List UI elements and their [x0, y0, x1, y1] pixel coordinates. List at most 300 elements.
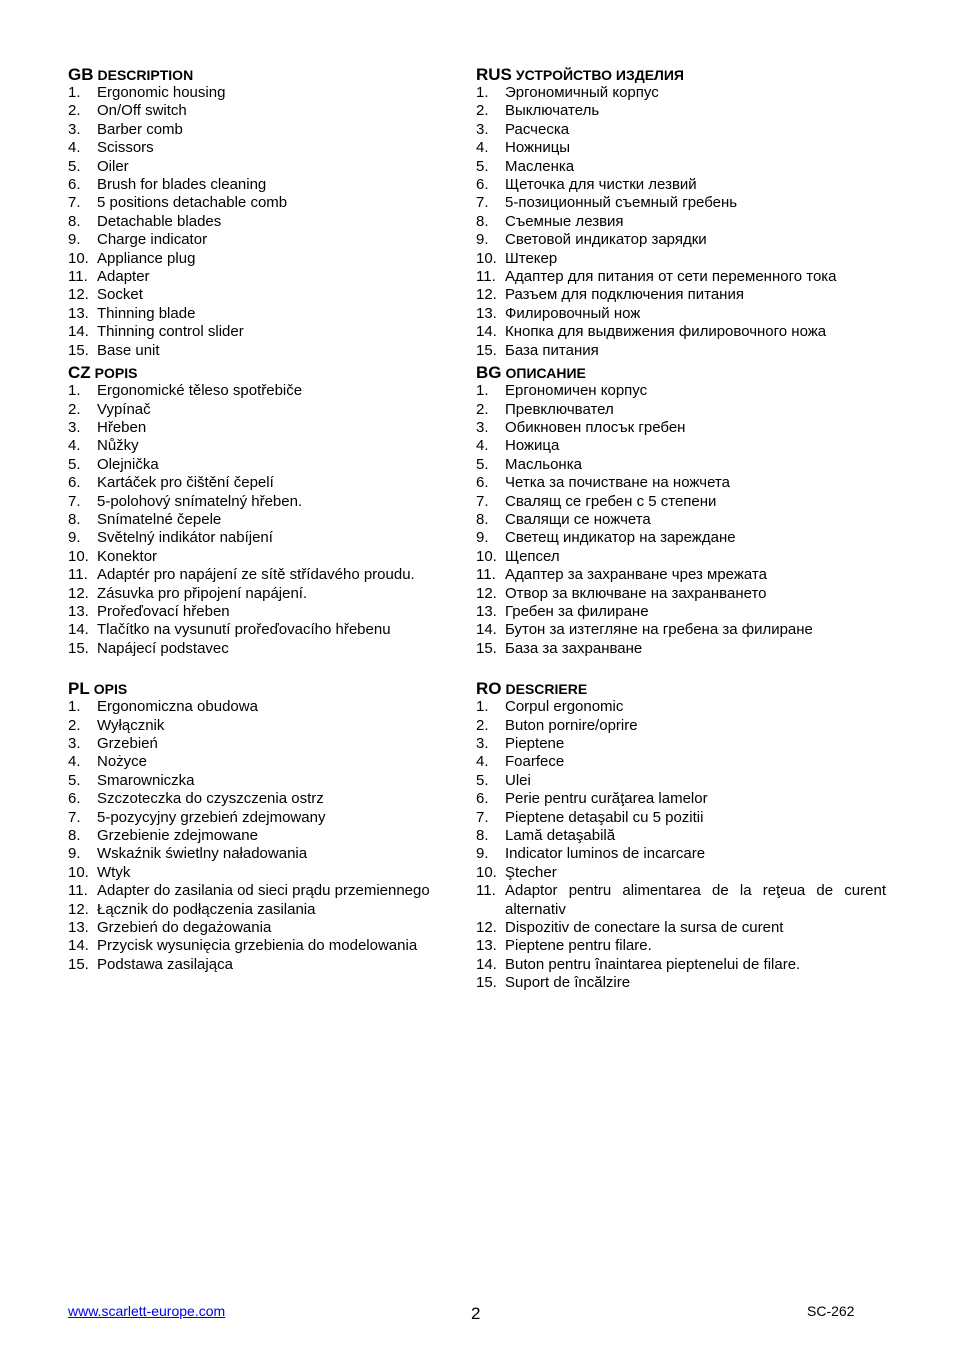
item-text: Indicator luminos de incarcare: [505, 845, 706, 863]
item-text: Detachable blades: [97, 212, 222, 230]
section-heading: [68, 360, 478, 382]
section-title: DESCRIERE: [505, 681, 588, 698]
item-number: 4.: [476, 753, 489, 771]
list-item: [476, 717, 886, 735]
list-item: [68, 268, 478, 286]
list-item: [68, 937, 478, 955]
list-item: [476, 809, 886, 827]
item-number: 5.: [68, 455, 81, 473]
list-item: [68, 84, 478, 102]
item-text: Ergonomiczna obudowa: [97, 698, 258, 716]
item-number: 11.: [476, 882, 496, 900]
item-number: 14.: [476, 621, 497, 639]
item-text: Светещ индикатор на зареждане: [505, 529, 736, 547]
item-text: Dispozitiv de conectare la sursa de curent: [505, 919, 784, 937]
parts-list: [476, 382, 886, 658]
list-item: [476, 213, 886, 231]
item-text: Foarfece: [505, 753, 565, 771]
item-text: Ножица: [505, 437, 560, 455]
item-text: Филировочный нож: [505, 304, 641, 322]
item-text: Кнопка для выдвижения филировочного ножа: [505, 323, 827, 341]
item-number: 1.: [476, 698, 489, 716]
list-item: [476, 956, 886, 974]
item-text: Suport de încălzire: [505, 974, 631, 992]
list-item: [476, 121, 886, 139]
item-text: Pieptene pentru filare.: [505, 937, 652, 955]
list-item: [68, 176, 478, 194]
parts-list: [68, 84, 478, 360]
list-item: [68, 585, 478, 603]
item-text: Масльонка: [505, 455, 582, 473]
item-text: Adapter do zasilania od sieci prądu przemiennego: [97, 882, 430, 900]
item-text: Ергономичен корпус: [505, 382, 648, 400]
item-text: Snímatelné čepele: [97, 510, 222, 528]
item-number: 6.: [476, 176, 489, 194]
list-item: [68, 772, 478, 790]
item-text: Adaptor pentru alimentarea de la reţeua de curent alternativ: [505, 882, 886, 918]
item-text: Kartáček pro čištění čepelí: [97, 474, 274, 492]
item-text: Tlačítko na vysunutí prořeďovacího hřebenu: [97, 621, 391, 639]
list-item: [68, 511, 478, 529]
list-item: [68, 250, 478, 268]
item-text: Ergonomické těleso spotřebiče: [97, 382, 303, 400]
list-item: [476, 231, 886, 249]
item-number: 3.: [476, 418, 489, 436]
list-item: [476, 603, 886, 621]
item-number: 5.: [476, 771, 489, 789]
item-number: 15.: [68, 341, 89, 359]
section-spacer: [476, 658, 886, 676]
item-number: 12.: [68, 584, 89, 602]
item-number: 11.: [68, 882, 88, 900]
section-ro: [476, 676, 886, 993]
item-number: 12.: [476, 919, 497, 937]
list-item: [476, 305, 886, 323]
section-heading: [68, 676, 478, 698]
item-text: Buton pornire/oprire: [505, 716, 638, 734]
language-code: CZ: [68, 363, 91, 383]
item-number: 11.: [68, 566, 88, 584]
item-number: 10.: [68, 863, 89, 881]
parts-list: [68, 382, 478, 658]
list-item: [68, 640, 478, 658]
list-item: [68, 529, 478, 547]
item-text: Podstawa zasilająca: [97, 955, 233, 973]
list-item: [476, 566, 886, 584]
item-number: 12.: [476, 584, 497, 602]
item-number: 6.: [68, 474, 81, 492]
item-number: 1.: [476, 84, 489, 101]
item-text: База питания: [505, 341, 599, 359]
item-number: 15.: [476, 639, 497, 657]
section-bg: [476, 360, 886, 658]
list-item: [476, 474, 886, 492]
item-text: Oiler: [97, 157, 129, 175]
item-number: 8.: [68, 827, 81, 845]
language-code: BG: [476, 363, 502, 383]
item-text: Адаптер для питания от сети переменного тока: [505, 268, 837, 286]
list-item: [68, 213, 478, 231]
item-text: Grzebień: [97, 735, 158, 752]
item-text: Przycisk wysunięcia grzebienia do modelowania: [97, 937, 418, 955]
item-text: Vypínač: [97, 400, 151, 418]
item-text: Эргономичный корпус: [505, 84, 659, 101]
item-number: 1.: [68, 382, 81, 400]
item-number: 13.: [68, 602, 89, 620]
list-item: [68, 956, 478, 974]
item-text: Ножницы: [505, 139, 571, 157]
list-item: [68, 493, 478, 511]
list-item: [476, 323, 886, 341]
item-text: Щеточка для чистки лезвий: [505, 176, 697, 194]
list-item: [476, 139, 886, 157]
item-text: База за захранване: [505, 639, 643, 657]
list-item: [68, 194, 478, 212]
item-text: Wyłącznik: [97, 716, 165, 734]
item-text: Гребен за филиране: [505, 602, 649, 620]
parts-list: [476, 84, 886, 360]
item-number: 8.: [68, 510, 81, 528]
section-title: DESCRIPTION: [97, 67, 194, 83]
list-item: [68, 621, 478, 639]
item-number: 10.: [476, 249, 497, 267]
item-number: 10.: [68, 249, 89, 267]
item-number: 9.: [476, 845, 489, 863]
item-number: 3.: [476, 735, 489, 752]
list-item: [68, 121, 478, 139]
list-item: [68, 698, 478, 716]
list-item: [68, 342, 478, 360]
list-item: [476, 176, 886, 194]
list-item: [476, 511, 886, 529]
item-number: 4.: [476, 139, 489, 157]
section-heading: [68, 62, 478, 84]
item-number: 7.: [476, 194, 489, 212]
item-number: 9.: [68, 231, 81, 249]
list-item: [476, 102, 886, 120]
list-item: [68, 790, 478, 808]
parts-list: [476, 698, 886, 993]
item-text: Nożyce: [97, 753, 148, 771]
list-item: [68, 566, 478, 584]
item-number: 8.: [476, 212, 489, 230]
item-text: Hřeben: [97, 418, 147, 436]
list-item: [476, 342, 886, 360]
list-item: [476, 158, 886, 176]
item-text: Charge indicator: [97, 231, 208, 249]
item-number: 7.: [68, 808, 81, 826]
item-number: 12.: [476, 286, 497, 304]
language-code: GB: [68, 65, 94, 84]
item-text: Socket: [97, 286, 143, 304]
item-text: Grzebień do degażowania: [97, 919, 272, 937]
item-text: 5-позиционный съемный гребень: [505, 194, 738, 212]
list-item: [68, 735, 478, 753]
item-number: 13.: [476, 937, 497, 955]
list-item: [476, 640, 886, 658]
section-heading: [476, 360, 886, 382]
item-number: 15.: [68, 639, 89, 657]
item-text: Wtyk: [97, 863, 131, 881]
section-spacer: [68, 658, 478, 676]
list-item: [68, 864, 478, 882]
item-text: Съемные лезвия: [505, 212, 624, 230]
item-number: 2.: [68, 400, 81, 418]
list-item: [68, 809, 478, 827]
item-text: Thinning blade: [97, 304, 196, 322]
item-text: Corpul ergonomic: [505, 698, 624, 716]
item-text: Grzebienie zdejmowane: [97, 827, 258, 845]
item-number: 5.: [476, 455, 489, 473]
item-text: Бутон за изтегляне на гребена за филиране: [505, 621, 813, 639]
item-number: 14.: [476, 323, 497, 341]
language-code: PL: [68, 679, 90, 699]
item-text: Scissors: [97, 139, 154, 157]
item-text: Barber comb: [97, 120, 183, 138]
item-number: 12.: [68, 286, 89, 304]
item-text: Adapter: [97, 268, 150, 286]
item-text: Base unit: [97, 341, 160, 359]
list-item: [476, 882, 886, 919]
section-gb: [68, 62, 478, 360]
list-item: [476, 735, 886, 753]
item-number: 13.: [476, 304, 497, 322]
item-text: Zásuvka pro připojení napájení.: [97, 584, 308, 602]
list-item: [476, 698, 886, 716]
item-number: 15.: [476, 341, 497, 359]
item-number: 14.: [476, 955, 497, 973]
list-item: [68, 845, 478, 863]
item-text: Konektor: [97, 547, 158, 565]
section-title: POPIS: [94, 365, 138, 382]
item-text: Четка за почистване на ножчета: [505, 474, 730, 492]
list-item: [476, 827, 886, 845]
item-number: 2.: [68, 716, 81, 734]
item-text: Расческа: [505, 120, 570, 138]
list-item: [476, 790, 886, 808]
item-number: 2.: [476, 102, 489, 120]
list-item: [476, 919, 886, 937]
item-text: Ergonomic housing: [97, 84, 226, 101]
item-text: Адаптер за захранване чрез мрежата: [505, 566, 767, 584]
item-number: 9.: [476, 231, 489, 249]
item-text: 5 positions detachable comb: [97, 194, 288, 212]
section-title: УСТРОЙСТВО ИЗДЕЛИЯ: [515, 67, 684, 83]
item-text: Brush for blades cleaning: [97, 176, 267, 194]
list-item: [476, 268, 886, 286]
item-number: 10.: [476, 547, 497, 565]
section-rus: [476, 62, 886, 360]
item-text: 5-polohový snímatelný hřeben.: [97, 492, 303, 510]
item-number: 2.: [68, 102, 81, 120]
item-number: 9.: [68, 845, 81, 863]
page-number: 2: [471, 1304, 481, 1323]
item-text: On/Off switch: [97, 102, 187, 120]
item-number: 13.: [68, 304, 89, 322]
item-text: Щепсел: [505, 547, 560, 565]
item-number: 6.: [476, 474, 489, 492]
item-number: 12.: [68, 900, 89, 918]
item-text: Prořeďovací hřeben: [97, 602, 230, 620]
item-text: Отвор за включване на захранването: [505, 584, 767, 602]
item-number: 13.: [476, 602, 497, 620]
section-heading: [476, 676, 886, 698]
item-number: 14.: [68, 621, 89, 639]
item-text: Světelný indikátor nabíjení: [97, 529, 273, 547]
item-text: Perie pentru curăţarea lamelor: [505, 790, 708, 808]
section-heading: [476, 62, 886, 84]
item-text: Napájecí podstavec: [97, 639, 229, 657]
list-item: [68, 102, 478, 120]
item-number: 5.: [476, 157, 489, 175]
item-number: 14.: [68, 937, 89, 955]
item-text: Łącznik do podłączenia zasilania: [97, 900, 316, 918]
item-number: 5.: [68, 157, 81, 175]
list-item: [68, 753, 478, 771]
item-text: Штекер: [505, 249, 558, 267]
item-number: 8.: [476, 827, 489, 845]
list-item: [476, 753, 886, 771]
list-item: [68, 827, 478, 845]
item-number: 9.: [68, 529, 81, 547]
item-number: 3.: [68, 120, 81, 138]
item-number: 2.: [476, 400, 489, 418]
item-text: Wskaźnik świetlny naładowania: [97, 845, 308, 863]
item-number: 4.: [476, 437, 489, 455]
item-text: Свалящ се гребен с 5 степени: [505, 492, 717, 510]
item-number: 15.: [476, 974, 497, 992]
list-item: [68, 382, 478, 400]
item-number: 6.: [476, 790, 489, 808]
item-number: 4.: [68, 139, 81, 157]
list-item: [476, 401, 886, 419]
list-item: [476, 382, 886, 400]
item-number: 3.: [476, 120, 489, 138]
item-text: Appliance plug: [97, 249, 196, 267]
item-text: Olejnička: [97, 455, 159, 473]
list-item: [476, 864, 886, 882]
item-number: 4.: [68, 437, 81, 455]
item-text: Thinning control slider: [97, 323, 244, 341]
list-item: [476, 621, 886, 639]
item-number: 11.: [68, 268, 88, 286]
list-item: [476, 585, 886, 603]
item-number: 7.: [476, 808, 489, 826]
list-item: [476, 194, 886, 212]
item-number: 10.: [476, 863, 497, 881]
list-item: [68, 286, 478, 304]
list-item: [68, 139, 478, 157]
item-number: 5.: [68, 771, 81, 789]
item-number: 1.: [68, 84, 81, 101]
list-item: [68, 323, 478, 341]
list-item: [68, 158, 478, 176]
item-text: Масленка: [505, 157, 575, 175]
section-cz: [68, 360, 478, 658]
item-number: 1.: [476, 382, 489, 400]
list-item: [68, 603, 478, 621]
list-item: [68, 919, 478, 937]
item-text: Световой индикатор зарядки: [505, 231, 707, 249]
item-text: Smarowniczka: [97, 771, 195, 789]
section-pl: [68, 676, 478, 974]
model-number: SC-262: [807, 1303, 855, 1319]
list-item: [68, 401, 478, 419]
section-title: OPIS: [93, 681, 128, 698]
language-code: RUS: [476, 65, 512, 84]
item-number: 11.: [476, 268, 496, 286]
parts-list: [68, 698, 478, 974]
item-text: Buton pentru înaintarea pieptenelui de filare.: [505, 955, 801, 973]
item-number: 8.: [476, 510, 489, 528]
item-number: 11.: [476, 566, 496, 584]
item-number: 7.: [68, 492, 81, 510]
list-item: [68, 437, 478, 455]
list-item: [68, 548, 478, 566]
list-item: [68, 305, 478, 323]
item-text: Pieptene detaşabil cu 5 pozitii: [505, 808, 704, 826]
item-text: Ulei: [505, 771, 531, 789]
item-text: Обикновен плосък гребен: [505, 418, 686, 436]
item-text: Lamă detaşabilă: [505, 827, 616, 845]
list-item: [476, 937, 886, 955]
list-item: [476, 456, 886, 474]
list-item: [476, 84, 886, 102]
item-text: Nůžky: [97, 437, 139, 455]
item-text: 5-pozycyjny grzebień zdejmowany: [97, 808, 326, 826]
list-item: [68, 456, 478, 474]
item-number: 13.: [68, 919, 89, 937]
website-link[interactable]: www.scarlett-europe.com: [68, 1303, 226, 1319]
item-text: Выключатель: [505, 102, 600, 120]
list-item: [68, 882, 478, 900]
list-item: [68, 231, 478, 249]
list-item: [476, 493, 886, 511]
item-number: 7.: [68, 194, 81, 212]
list-item: [476, 286, 886, 304]
item-text: Pieptene: [505, 735, 565, 752]
item-number: 6.: [68, 790, 81, 808]
item-text: Разъем для подключения питания: [505, 286, 744, 304]
list-item: [68, 419, 478, 437]
list-item: [476, 250, 886, 268]
item-text: Превключвател: [505, 400, 614, 418]
left-column: [68, 62, 478, 974]
list-item: [476, 437, 886, 455]
item-text: Szczoteczka do czyszczenia ostrz: [97, 790, 324, 808]
item-text: Свалящи се ножчета: [505, 510, 651, 528]
item-number: 3.: [68, 418, 81, 436]
item-number: 4.: [68, 753, 81, 771]
list-item: [476, 772, 886, 790]
item-text: Adaptér pro napájení ze sítě střídavého proudu.: [97, 566, 415, 584]
list-item: [476, 974, 886, 992]
list-item: [476, 845, 886, 863]
right-column: [476, 62, 886, 993]
list-item: [476, 548, 886, 566]
list-item: [68, 474, 478, 492]
item-number: 9.: [476, 529, 489, 547]
item-number: 1.: [68, 698, 81, 716]
item-number: 2.: [476, 716, 489, 734]
item-number: 3.: [68, 735, 81, 752]
language-code: RO: [476, 679, 502, 699]
item-text: Ştecher: [505, 863, 557, 881]
list-item: [476, 529, 886, 547]
item-number: 7.: [476, 492, 489, 510]
item-number: 15.: [68, 955, 89, 973]
list-item: [68, 901, 478, 919]
